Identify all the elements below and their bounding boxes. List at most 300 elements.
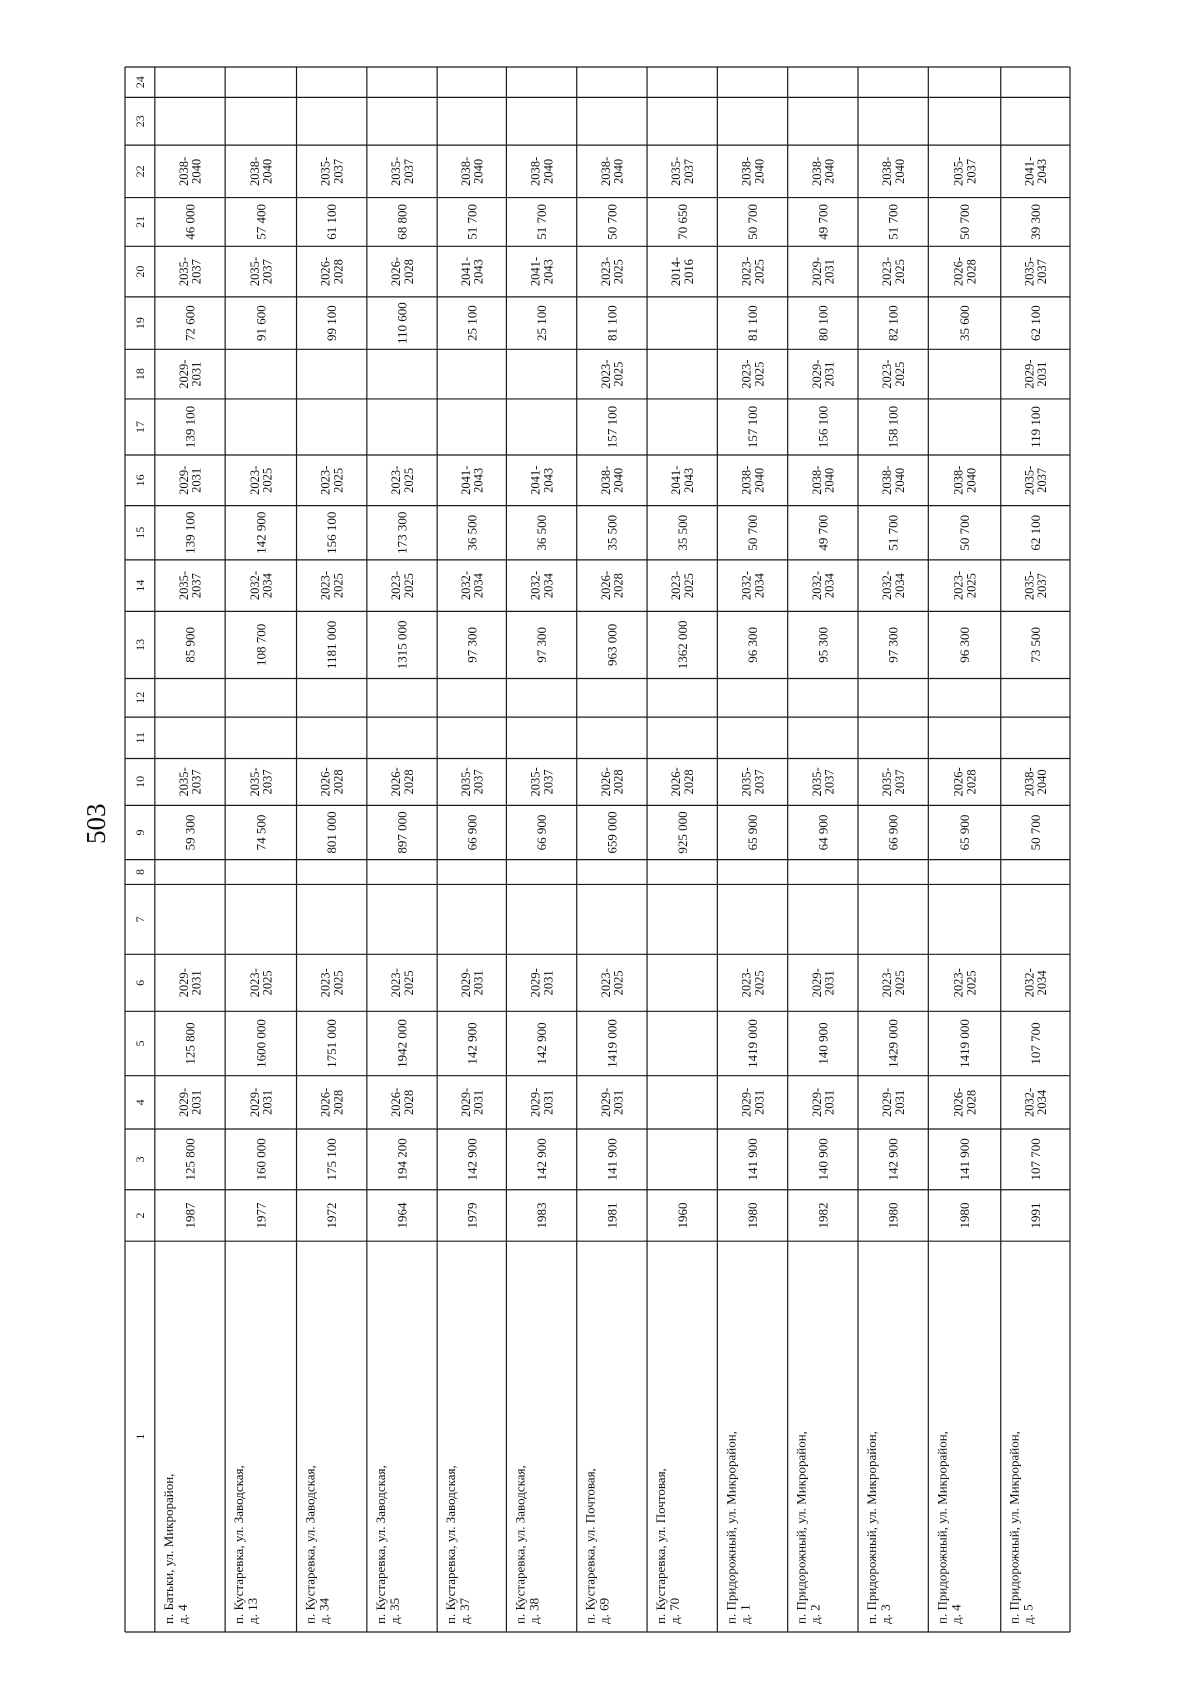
value-cell — [324, 204, 339, 240]
period-cell — [319, 968, 346, 997]
address-line: д. 1 — [737, 1604, 753, 1624]
value-cell-text: 125 800 — [182, 1138, 198, 1181]
address-line: п. Придорожный, ул. Микрорайон, — [793, 1431, 809, 1624]
period-cell-text: 2041- — [669, 465, 684, 495]
value-cell-text: 1981 — [604, 1202, 620, 1229]
period-cell — [952, 968, 979, 997]
period-cell — [319, 157, 346, 186]
value-cell-text: 1972 — [324, 1202, 340, 1229]
value-cell — [886, 204, 901, 240]
header-cell — [133, 869, 147, 875]
header-cell — [133, 732, 147, 744]
value-cell-text: 66 900 — [464, 814, 480, 851]
period-cell-text: 2026- — [389, 257, 404, 287]
period-cell-text: 2032- — [458, 571, 473, 601]
period-cell-text: 2035- — [1022, 571, 1037, 601]
period-cell-text: 2014- — [669, 257, 684, 287]
value-cell-text: 801 000 — [324, 811, 340, 854]
period-cell-text: 2035- — [176, 257, 191, 287]
period-cell-text: 2025 — [752, 259, 767, 285]
period-cell — [810, 157, 837, 186]
period-cell — [459, 157, 486, 186]
period-cell-text: 2026- — [951, 257, 966, 287]
value-cell-text: 25 100 — [464, 305, 480, 341]
period-cell-text: 2041- — [528, 257, 543, 287]
period-cell — [810, 466, 837, 495]
value-cell — [815, 204, 830, 240]
value-cell-text: 66 900 — [885, 814, 901, 851]
value-cell-text: 156 100 — [815, 405, 831, 449]
address-cell — [794, 1431, 823, 1624]
value-cell — [815, 305, 830, 341]
period-cell-text: 2026- — [951, 1087, 966, 1117]
period-cell — [319, 571, 346, 600]
value-cell — [324, 305, 339, 341]
value-cell-text: 74 500 — [253, 814, 269, 851]
period-cell — [529, 257, 556, 286]
value-cell-text: 659 000 — [604, 811, 620, 854]
value-cell-text: 64 900 — [815, 814, 831, 851]
period-cell-text: 2026- — [598, 571, 613, 601]
period-cell-text: 2034 — [260, 573, 275, 599]
address-cell — [231, 1465, 260, 1624]
period-cell-text: 2016 — [681, 259, 696, 285]
rotated-data-table — [125, 67, 1070, 1632]
value-cell-text: 49 700 — [815, 514, 831, 551]
header-cell-text: 22 — [133, 165, 148, 178]
value-cell-text: 925 000 — [674, 811, 690, 854]
period-cell — [248, 767, 275, 796]
period-cell-text: 2038- — [528, 156, 543, 186]
value-cell — [395, 512, 410, 554]
value-cell-text: 1315 000 — [394, 620, 410, 670]
value-cell-text: 50 700 — [604, 204, 620, 240]
period-cell-text: 2025 — [681, 573, 696, 599]
address-line: д. 34 — [316, 1597, 332, 1624]
value-cell — [253, 512, 268, 554]
header-cell-text: 15 — [133, 526, 148, 539]
period-cell-text: 2025 — [611, 970, 626, 996]
period-cell-text: 2034 — [1035, 1089, 1050, 1115]
period-cell — [177, 157, 204, 186]
address-cell — [723, 1431, 752, 1624]
value-cell-text: 62 100 — [1027, 305, 1043, 341]
header-cell — [133, 639, 147, 651]
period-cell — [1022, 360, 1049, 389]
period-cell — [810, 571, 837, 600]
address-line: п. Кустаревка, ул. Заводская, — [512, 1465, 528, 1624]
period-cell-text: 2040 — [964, 467, 979, 493]
period-cell-text: 2031 — [822, 361, 837, 387]
value-cell-text: 66 900 — [534, 814, 550, 851]
period-cell — [177, 767, 204, 796]
address-line: д. 70 — [667, 1597, 683, 1624]
value-cell-text: 50 700 — [1027, 814, 1043, 851]
value-cell-text: 95 300 — [815, 627, 831, 663]
period-cell-text: 2029- — [1022, 359, 1037, 389]
address-cell — [1007, 1431, 1036, 1624]
period-cell-text: 2031 — [611, 1089, 626, 1115]
value-cell — [324, 1019, 339, 1068]
value-cell — [253, 305, 268, 341]
value-cell-text: 140 900 — [815, 1138, 831, 1181]
period-cell-text: 2038- — [598, 156, 613, 186]
period-cell-text: 2025 — [752, 361, 767, 387]
period-cell-text: 2037 — [189, 573, 204, 599]
value-cell — [183, 1138, 198, 1180]
period-cell — [880, 157, 907, 186]
period-cell-text: 2023- — [598, 257, 613, 287]
period-cell — [599, 571, 626, 600]
period-cell-text: 2032- — [809, 571, 824, 601]
period-cell-text: 2031 — [892, 1089, 907, 1115]
value-cell-text: 35 500 — [674, 514, 690, 551]
value-cell — [534, 815, 549, 851]
value-cell-text: 1977 — [253, 1202, 269, 1229]
period-cell-text: 2040 — [752, 158, 767, 184]
value-cell-text: 141 900 — [745, 1138, 761, 1181]
value-cell — [1028, 627, 1043, 663]
value-cell — [183, 627, 198, 663]
header-cell — [133, 776, 147, 788]
value-cell — [957, 515, 972, 551]
period-cell — [740, 1088, 767, 1117]
address-line: п. Придорожный, ул. Микрорайон, — [723, 1431, 739, 1624]
value-cell — [324, 1138, 339, 1180]
value-cell — [886, 1019, 901, 1068]
value-cell — [1028, 406, 1043, 448]
value-cell-text: 119 100 — [1027, 406, 1043, 448]
value-cell-text: 107 700 — [1027, 1022, 1043, 1065]
period-cell-text: 2026- — [318, 767, 333, 797]
period-cell-text: 2031 — [822, 1089, 837, 1115]
header-cell-text: 12 — [133, 691, 148, 704]
address-line: п. Придорожный, ул. Микрорайон, — [863, 1431, 879, 1624]
value-cell-text: 173 300 — [394, 511, 410, 554]
period-cell-text: 2037 — [822, 769, 837, 795]
period-cell-text: 2043 — [681, 467, 696, 493]
value-cell-text: 1429 000 — [885, 1019, 901, 1068]
period-cell-text: 2034 — [892, 573, 907, 599]
period-cell-text: 2029- — [176, 968, 191, 998]
value-cell-text: 1964 — [394, 1202, 410, 1229]
period-cell-text: 2037 — [541, 769, 556, 795]
period-cell-text: 2028 — [611, 573, 626, 599]
period-cell-text: 2031 — [471, 1089, 486, 1115]
period-cell-text: 2037 — [681, 158, 696, 184]
value-cell-text: 142 900 — [464, 1022, 480, 1065]
value-cell — [886, 627, 901, 663]
value-cell-text: 194 200 — [394, 1138, 410, 1181]
header-cell — [133, 76, 147, 88]
value-cell — [604, 1202, 619, 1228]
value-cell — [675, 1202, 690, 1228]
value-cell-text: 157 100 — [745, 405, 761, 449]
period-cell-text: 2023- — [247, 465, 262, 495]
value-cell-text: 51 700 — [885, 514, 901, 551]
period-cell-text: 2035- — [880, 767, 895, 797]
address-cell — [443, 1465, 472, 1624]
address-line: п. Батьки, ул. Микрорайон, — [160, 1473, 176, 1624]
value-cell-text: 156 100 — [324, 511, 340, 554]
period-cell-text: 2023- — [318, 465, 333, 495]
value-cell-text: 142 900 — [464, 1138, 480, 1181]
period-cell-text: 2023- — [880, 968, 895, 998]
period-cell — [599, 257, 626, 286]
period-cell — [952, 157, 979, 186]
period-cell — [1022, 571, 1049, 600]
value-cell — [745, 515, 760, 551]
period-cell — [389, 571, 416, 600]
period-cell-text: 2023- — [318, 968, 333, 998]
period-cell-text: 2043 — [471, 259, 486, 285]
period-cell-text: 2034 — [752, 573, 767, 599]
period-cell-text: 2037 — [752, 769, 767, 795]
value-cell — [675, 204, 690, 240]
header-cell — [133, 317, 147, 329]
period-cell-text: 2035- — [1022, 465, 1037, 495]
period-cell — [248, 571, 275, 600]
period-cell — [459, 466, 486, 495]
period-cell-text: 2025 — [752, 970, 767, 996]
period-cell-text: 2031 — [822, 259, 837, 285]
period-cell-text: 2026- — [318, 1087, 333, 1117]
period-cell-text: 2029- — [528, 1087, 543, 1117]
period-cell — [669, 767, 696, 796]
period-cell-text: 2038- — [458, 156, 473, 186]
period-cell — [880, 360, 907, 389]
period-cell — [669, 466, 696, 495]
value-cell-text: 96 300 — [745, 627, 761, 663]
value-cell — [534, 204, 549, 240]
period-cell-text: 2028 — [964, 769, 979, 795]
period-cell-text: 2038- — [1022, 767, 1037, 797]
period-cell-text: 2023- — [669, 571, 684, 601]
value-cell-text: 1991 — [1027, 1202, 1043, 1229]
value-cell — [324, 621, 339, 669]
value-cell — [395, 1019, 410, 1068]
value-cell — [1028, 1022, 1043, 1064]
header-cell — [133, 266, 147, 278]
value-cell-text: 36 500 — [464, 514, 480, 551]
period-cell — [952, 257, 979, 286]
period-cell-text: 2023- — [880, 359, 895, 389]
address-line: д. 2 — [807, 1604, 823, 1624]
value-cell — [886, 815, 901, 851]
header-cell — [133, 1156, 147, 1162]
header-cell-text: 9 — [133, 829, 148, 836]
period-cell-text: 2025 — [260, 467, 275, 493]
address-cell — [512, 1465, 541, 1624]
period-cell-text: 2023- — [951, 571, 966, 601]
value-cell-text: 1419 000 — [745, 1019, 761, 1068]
period-cell-text: 2031 — [189, 361, 204, 387]
header-cell — [133, 916, 147, 922]
value-cell-text: 70 650 — [674, 204, 690, 240]
value-cell-text: 125 800 — [182, 1022, 198, 1065]
address-line: д. 3 — [877, 1604, 893, 1624]
period-cell — [389, 1088, 416, 1117]
value-cell — [886, 1202, 901, 1228]
header-cell — [133, 980, 147, 986]
period-cell-text: 2040 — [822, 467, 837, 493]
period-cell — [740, 767, 767, 796]
period-cell — [1022, 157, 1049, 186]
period-cell-text: 2025 — [401, 970, 416, 996]
period-cell-text: 2028 — [964, 259, 979, 285]
value-cell — [1028, 204, 1043, 240]
period-cell — [319, 257, 346, 286]
period-cell-text: 2031 — [752, 1089, 767, 1115]
period-cell-text: 2031 — [189, 1089, 204, 1115]
period-cell-text: 2031 — [541, 1089, 556, 1115]
value-cell — [745, 627, 760, 663]
period-cell-text: 2031 — [260, 1089, 275, 1115]
period-cell-text: 2037 — [189, 259, 204, 285]
period-cell — [319, 1088, 346, 1117]
address-cell — [934, 1431, 963, 1624]
period-cell-text: 2043 — [1035, 158, 1050, 184]
period-cell — [389, 157, 416, 186]
period-cell-text: 2043 — [541, 259, 556, 285]
value-cell — [886, 305, 901, 341]
period-cell — [529, 1088, 556, 1117]
period-cell-text: 2038- — [598, 465, 613, 495]
header-cell-text: 17 — [133, 420, 148, 433]
value-cell — [395, 1202, 410, 1229]
value-cell-text: 50 700 — [957, 204, 973, 240]
value-cell-text: 81 100 — [745, 305, 761, 341]
value-cell — [534, 1022, 549, 1064]
value-cell — [957, 1019, 972, 1068]
period-cell-text: 2028 — [964, 1089, 979, 1115]
period-cell — [740, 157, 767, 186]
value-cell — [253, 1202, 268, 1229]
period-cell-text: 2037 — [471, 769, 486, 795]
period-cell — [459, 767, 486, 796]
period-cell-text: 2029- — [809, 257, 824, 287]
value-cell — [183, 512, 198, 554]
address-line: п. Кустаревка, ул. Почтовая, — [653, 1468, 669, 1624]
address-line: п. Кустаревка, ул. Заводская, — [231, 1465, 247, 1624]
value-cell — [1028, 815, 1043, 851]
period-cell-text: 2035- — [528, 767, 543, 797]
period-cell-text: 2029- — [598, 1087, 613, 1117]
value-cell — [815, 406, 830, 448]
period-cell — [529, 767, 556, 796]
period-cell — [459, 1088, 486, 1117]
value-cell-text: 1181 000 — [324, 620, 340, 670]
value-cell-text: 141 900 — [604, 1138, 620, 1181]
period-cell-text: 2035- — [247, 257, 262, 287]
value-cell-text: 35 600 — [957, 305, 973, 341]
period-cell-text: 2035- — [1022, 257, 1037, 287]
value-cell — [815, 627, 830, 663]
value-cell-text: 141 900 — [957, 1138, 973, 1181]
period-cell-text: 2031 — [1035, 361, 1050, 387]
period-cell-text: 2038- — [951, 465, 966, 495]
value-cell — [1028, 305, 1043, 341]
value-cell — [534, 1138, 549, 1180]
period-cell-text: 2040 — [752, 467, 767, 493]
value-cell-text: 107 700 — [1027, 1138, 1043, 1181]
address-cell — [864, 1431, 893, 1624]
address-line: д. 4 — [174, 1604, 190, 1624]
value-cell — [745, 1202, 760, 1228]
period-cell-text: 2032- — [1022, 968, 1037, 998]
value-cell-text: 1362 000 — [674, 620, 690, 670]
period-cell — [177, 1088, 204, 1117]
period-cell — [1022, 257, 1049, 286]
period-cell — [740, 360, 767, 389]
value-cell — [604, 204, 619, 240]
period-cell — [880, 1088, 907, 1117]
header-cell — [133, 692, 147, 704]
value-cell — [1028, 1202, 1043, 1228]
period-cell-text: 2028 — [401, 769, 416, 795]
value-cell — [464, 815, 479, 851]
value-cell-text: 99 100 — [324, 305, 340, 341]
period-cell-text: 2040 — [541, 158, 556, 184]
value-cell-text: 85 900 — [182, 627, 198, 663]
header-cell-text: 23 — [133, 115, 148, 128]
value-cell-text: 59 300 — [182, 814, 198, 851]
value-cell — [745, 204, 760, 240]
value-cell — [886, 515, 901, 551]
period-cell-text: 2025 — [964, 573, 979, 599]
header-cell — [133, 474, 147, 486]
period-cell-text: 2038- — [809, 465, 824, 495]
address-cell — [583, 1468, 612, 1624]
period-cell — [599, 360, 626, 389]
value-cell-text: 96 300 — [957, 627, 973, 663]
period-cell-text: 2043 — [471, 467, 486, 493]
value-cell-text: 1980 — [745, 1202, 761, 1229]
period-cell-text: 2029- — [809, 968, 824, 998]
value-cell — [464, 1138, 479, 1180]
period-cell-text: 2040 — [611, 467, 626, 493]
value-cell — [745, 406, 760, 448]
period-cell-text: 2035- — [176, 767, 191, 797]
period-cell-text: 2037 — [1035, 259, 1050, 285]
period-cell — [177, 571, 204, 600]
period-cell-text: 2025 — [892, 259, 907, 285]
period-cell — [248, 968, 275, 997]
value-cell-text: 35 500 — [604, 514, 620, 551]
period-cell-text: 2035- — [389, 156, 404, 186]
header-cell-text: 21 — [133, 215, 148, 228]
value-cell-text: 49 700 — [815, 204, 831, 240]
page-number: 503 — [81, 803, 111, 844]
period-cell-text: 2025 — [401, 467, 416, 493]
period-cell-text: 2026- — [669, 767, 684, 797]
period-cell-text: 2037 — [260, 769, 275, 795]
value-cell-text: 57 400 — [253, 204, 269, 240]
value-cell — [253, 204, 268, 240]
header-cell — [133, 1099, 147, 1105]
period-cell-text: 2026- — [389, 1087, 404, 1117]
period-cell-text: 2023- — [880, 257, 895, 287]
value-cell — [604, 811, 619, 853]
period-cell-text: 2041- — [458, 465, 473, 495]
period-cell-text: 2025 — [892, 970, 907, 996]
value-cell — [183, 815, 198, 851]
value-cell — [395, 811, 410, 853]
period-cell-text: 2029- — [247, 1087, 262, 1117]
period-cell-text: 2023- — [739, 257, 754, 287]
address-line: п. Придорожный, ул. Микрорайон, — [934, 1431, 950, 1624]
period-cell-text: 2037 — [892, 769, 907, 795]
